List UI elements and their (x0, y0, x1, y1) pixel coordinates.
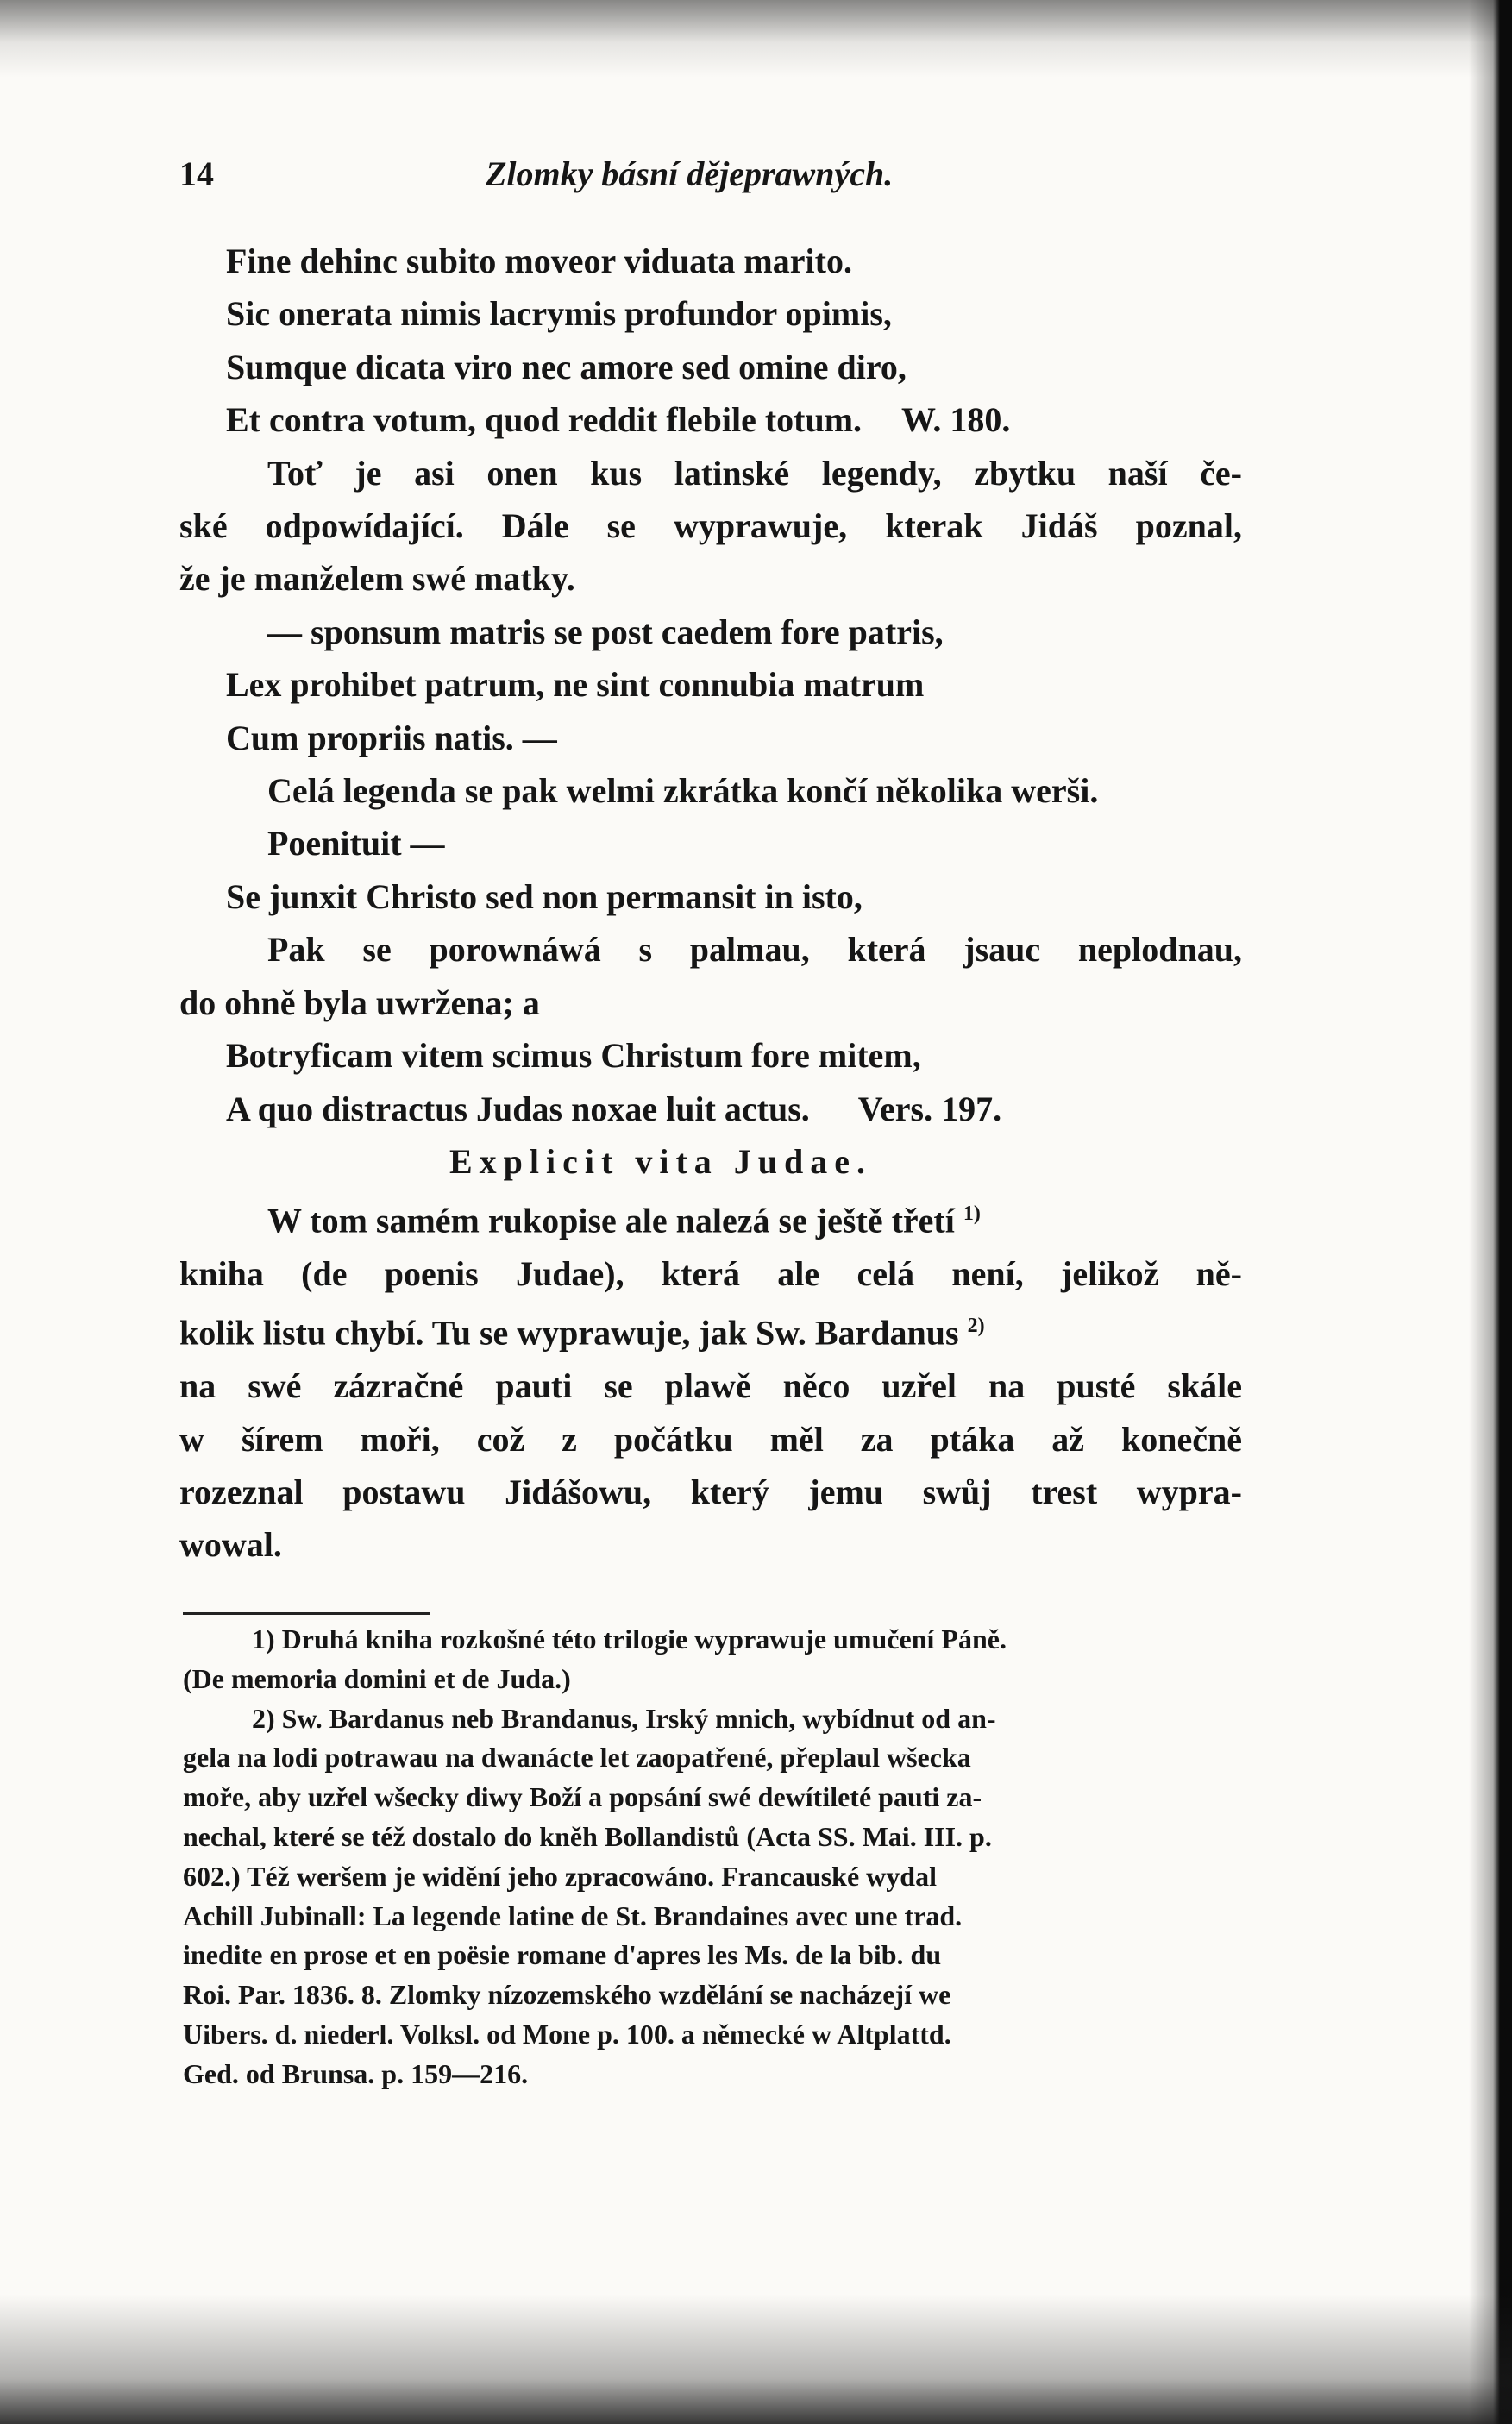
text-line: Se junxit Christo sed non permansit in isto, (226, 876, 863, 916)
text-line: w šírem moři, což z počátku měl za ptáka až konečně (179, 1419, 1242, 1459)
footnote-line: 2) Sw. Bardanus neb Brandanus, Irský mnich, wybídnut od an- (252, 1702, 996, 1734)
page-header (179, 154, 1240, 205)
text-line: wowal. (179, 1525, 282, 1565)
text-line: Poenituit — (267, 824, 445, 863)
scan-shadow-right (1469, 0, 1512, 2424)
text-line: že je manželem swé matky. (179, 559, 575, 599)
explicit-heading: Explicit vita Judae. (449, 1141, 873, 1181)
footnote-line: Achill Jubinall: La legende latine de St. Brandaines avec une trad. (183, 1900, 963, 1931)
footnote-line: Roi. Par. 1836. 8. Zlomky nízozemského wzdělání se nacházejí we (183, 1979, 951, 2011)
scan-shadow-bottom (0, 2295, 1512, 2424)
text-line: rozeznal postawu Jidášowu, který jemu swůj trest wypra- (179, 1473, 1242, 1511)
text-line: Sic onerata nimis lacrymis profundor opimis, (226, 294, 892, 334)
text-line (179, 1300, 1242, 1360)
running-title: Zlomky básní dějeprawných. (486, 154, 894, 193)
text-line (179, 1188, 1242, 1247)
text-line: — sponsum matris se post caedem fore patris, (267, 612, 944, 651)
footnote-line: Uibers. d. niederl. Volksl. od Mone p. 100. a německé w Altplattd. (183, 2018, 951, 2050)
scan-shadow-top (0, 0, 1512, 78)
text-line: Celá legenda se pak welmi zkrátka končí několika werši. (267, 771, 1099, 811)
page-number: 14 (179, 154, 214, 193)
footnote-line: gela na lodi potrawau na dwanácte let zaopatřené, přeplaul wšecka (183, 1742, 971, 1774)
text-line (179, 1083, 1242, 1135)
text-segment: kolik listu chybí. Tu se wyprawuje, jak Sw. Bardanus (179, 1313, 959, 1353)
verse-text: A quo distractus Judas noxae luit actus. (226, 1089, 810, 1128)
footnote-mark: 1) (963, 1203, 981, 1226)
footnote-divider (183, 1612, 430, 1615)
main-text (179, 235, 1242, 1572)
footnote-line: moře, aby uzřel wšecky diwy Boží a popsání swé dewítileté pauti za- (183, 1781, 982, 1813)
text-line (179, 393, 1242, 446)
text-line: Pak se porownáwá s palmau, která jsauc neplodnau, (267, 930, 1242, 970)
text-line: Cum propriis natis. — (226, 718, 557, 757)
text-segment: W tom samém rukopise ale nalezá se ještě třetí (267, 1201, 955, 1240)
verse-text: Et contra votum, quod reddit flebile totum. (226, 400, 863, 440)
text-line: ské odpowídající. Dále se wyprawuje, kterak Jidáš poznal, (179, 506, 1242, 546)
text-line: do ohně byla uwržena; a (179, 983, 540, 1022)
footnote-mark: 2) (967, 1315, 985, 1338)
text-line: Fine dehinc subito moveor viduata marito. (226, 242, 852, 280)
text-line: na swé zázračné pauti se plawě něco uzřel na pusté skále (179, 1366, 1242, 1406)
text-line: Lex prohibet patrum, ne sint connubia matrum (226, 665, 925, 705)
text-line: Toť je asi onen kus latinské legendy, zbytku naší če- (267, 453, 1242, 493)
footnote-line: 602.) Též weršem je widění jeho zpracowáno. Francauské wydal (183, 1860, 937, 1892)
footnote-line: 1) Druhá kniha rozkošné této trilogie wyprawuje umučení Páně. (252, 1623, 1007, 1655)
text-line: kniha (de poenis Judae), která ale celá není, jelikož ně- (179, 1254, 1242, 1294)
footnote-line: Ged. od Brunsa. p. 159—216. (183, 2057, 529, 2089)
footnotes (183, 1620, 1225, 2094)
footnote-line: nechal, které se též dostalo do kněh Bollandistů (Acta SS. Mai. III. p. (183, 1820, 992, 1852)
verse-reference: W. 180. (901, 400, 1011, 440)
text-line: Sumque dicata viro nec amore sed omine diro, (226, 347, 907, 386)
verse-reference: Vers. 197. (857, 1089, 1002, 1128)
text-line: Botryficam vitem scimus Christum fore mitem, (226, 1036, 921, 1076)
footnote-line: inedite en prose et en poësie romane d'apres les Ms. de la bib. du (183, 1939, 942, 1971)
footnote-line: (De memoria domini et de Juda.) (183, 1662, 571, 1694)
